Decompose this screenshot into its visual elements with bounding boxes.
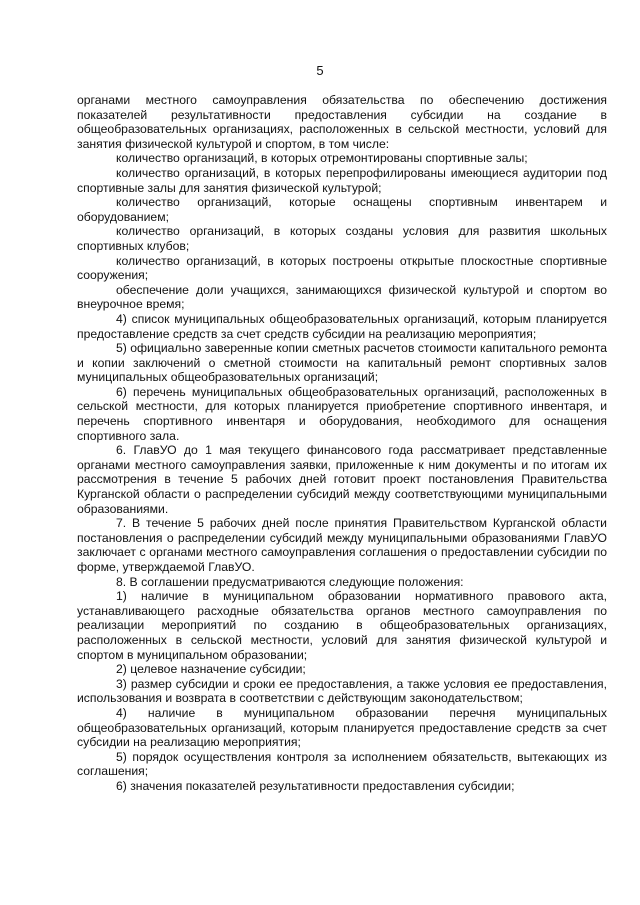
paragraph-indicator-equipped: количество организаций, которые оснащены спортивным инвентарем и оборудованием; — [77, 195, 607, 224]
paragraph-item-5-estimates: 5) официально заверенные копии сметных расчетов стоимости капитального ремонта и копии заключений о сметной стоимости на капитальный ремонт спортивных залов муниципальных общеобразовательных организаций; — [77, 341, 607, 385]
paragraph-continuation: органами местного самоуправления обязательства по обеспечению достижения показателей результативности предоставления субсидии на создание в общеобразовательных организациях, расположенных в сельской местности, условий для занятия физической культурой и спортом, в том числе: — [77, 93, 607, 151]
paragraph-indicator-gyms-repaired: количество организаций, в которых отремонтированы спортивные залы; — [116, 151, 528, 166]
paragraph-indicator-sports-clubs: количество организаций, в которых созданы условия для развития школьных спортивных клубов; — [77, 224, 607, 253]
paragraph-section-8: 8. В соглашении предусматриваются следующие положения: — [116, 574, 464, 589]
paragraph-provision-1: 1) наличие в муниципальном образовании нормативного правового акта, устанавливающего расходные обязательства органов местного самоуправления по реализации мероприятий по созданию в общеобразовательных организациях, расположенных в сельской местности, условий для занятия физической культурой и спортом в муниципальном образовании; — [77, 589, 607, 662]
paragraph-indicator-rooms-converted: количество организаций, в которых перепрофилированы имеющиеся аудитории под спортивные залы для занятия физической культурой; — [77, 165, 607, 195]
page-number: 5 — [316, 63, 324, 78]
paragraph-section-7: 7. В течение 5 рабочих дней после принятия Правительством Курганской области постановления о распределении субсидий между муниципальными образованиями ГлавУО заключает с органами местного самоуправления соглашения о предоставлении субсидии по форме, утверждаемой ГлавУО. — [77, 516, 607, 574]
document-body — [77, 93, 607, 794]
paragraph-section-6: 6. ГлавУО до 1 мая текущего финансового года рассматривает представленные органами местного самоуправления заявки, приложенные к ним документы и по итогам их рассмотрения в течение 5 рабочих дней готовит проект постановления Правительства Курганской области о распределении субсидий между соответствующими муниципальными образованиями. — [77, 443, 607, 516]
paragraph-provision-2: 2) целевое назначение субсидии; — [116, 662, 306, 677]
paragraph-provision-3: 3) размер субсидии и сроки ее предоставления, а также условия ее предоставления, использования и возврата в соответствии с действующим законодательством; — [77, 676, 607, 706]
paragraph-item-4-list: 4) список муниципальных общеобразовательных организаций, которым планируется предоставление средств за счет средств субсидии на реализацию мероприятия; — [77, 311, 607, 341]
paragraph-indicator-student-share: обеспечение доли учащихся, занимающихся физической культурой и спортом во внеурочное время; — [77, 282, 607, 312]
paragraph-item-6-equipment-list: 6) перечень муниципальных общеобразовательных организаций, расположенных в сельской местности, для которых планируется приобретение спортивного инвентаря, и перечень спортивного инвентаря и оборудования, необходимого для оснащения спортивного зала. — [77, 384, 607, 443]
paragraph-provision-6: 6) значения показателей результативности предоставления субсидии; — [116, 778, 515, 793]
paragraph-provision-4: 4) наличие в муниципальном образовании перечня муниципальных общеобразовательных организаций, которым планируется предоставление средств за счет субсидии на реализацию мероприятия; — [77, 705, 607, 750]
paragraph-provision-5: 5) порядок осуществления контроля за исполнением обязательств, вытекающих из соглашения; — [77, 749, 607, 779]
paragraph-indicator-outdoor-facilities: количество организаций, в которых построены открытые плоскостные спортивные сооружения; — [77, 253, 607, 283]
